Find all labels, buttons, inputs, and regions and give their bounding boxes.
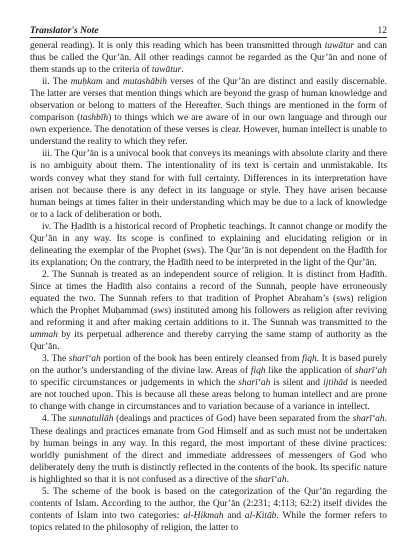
text-run: ) to things which we are aware of in our own language and through our own experience. The denotation of these verses is clear. However, human intellect is unable to understand the reality to which they refer. [30, 113, 387, 148]
text-run: . These dealings and practices emanate from God Himself and as such must not be undertaken by human beings in any way. In this regard, the most important of these divine practices: worldly punishment of the direct and immediate addressees of messengers of God who deliberately deny the truth is distinctly reflected in the contents of the book. Its specific nature is highlighted so that it is not confused as a directive of the [30, 414, 387, 485]
paragraph [30, 40, 387, 76]
italic-term: ijtihād [323, 378, 348, 389]
text-run: 5. The scheme of the book is based on the categorization of the Qur’ān regarding the contents of Islam. According to the author, the Qur’ān (2:231; 4:113; 62:2) itself divides the contents of Islam into two categories: [30, 486, 387, 521]
italic-term: mutashābih [122, 77, 167, 88]
paragraph [30, 353, 387, 413]
italic-term: sharī‘ah [238, 378, 271, 389]
text-run: . While the former refers to topics related to the philosophy of religion, the latter to [30, 510, 387, 533]
italic-term: tawātur [151, 65, 182, 76]
text-run: to specific circumstances or judgements in which the [30, 378, 239, 389]
italic-term: sharī‘ah [352, 414, 385, 425]
text-run: (dealings and practices of God) have been separated from the [113, 414, 353, 425]
text-run: portion of the book has been entirely cleansed from [100, 354, 302, 365]
running-header [30, 26, 387, 38]
italic-term: al-Kitāb [244, 510, 277, 521]
paragraph [30, 486, 387, 534]
text-run: ii. The [42, 77, 71, 88]
text-run: by its perpetual adherence and thereby carrying the same stamp of authority as the Qur’ān. [30, 330, 387, 353]
text-run: 3. The [42, 354, 69, 365]
text-run: and can thus be called the Qur’ān. All other readings cannot be regarded as the Qur’ān and none of them stands up to the criteria of [30, 41, 387, 76]
text-run: iv. The Ḥadīth is a historical record of Prophetic teachings. It cannot change or modify the Qur’ān in any way. Its scope is confined to explaining and elucidating religion or in delineating the exemplar of the Prophet (sws). The Qur’ān is not dependent on the Ḥadīth for its explanation; On the contrary, the Ḥadīth need to be interpreted in the light of the Qur’ān. [30, 221, 387, 268]
text-run: is silent and [270, 378, 324, 389]
text-run: verses of the Qur’ān are distinct and easily discernable. The latter are verses that mention things which are beyond the grasp of human knowledge and observation or belong to matters of the Hereafter. Such things are mentioned in the form of comparison ( [30, 77, 387, 124]
italic-term: al-Ḥikmah [183, 510, 224, 521]
italic-term: tawātur [324, 41, 355, 51]
paragraph [30, 413, 387, 485]
paragraph [30, 269, 387, 353]
document-page [30, 26, 387, 534]
italic-term: sharī‘ah [354, 366, 387, 377]
text-run: and [102, 77, 123, 88]
text-run: . [286, 474, 289, 485]
text-run: iii. The Qur’ān is a univocal book that conveys its meanings with absolute clarity and there is no ambiguity about them. The intentionality of its text is certain and unmistakable. Its words convey what they stand for with full certainty. Differences in its interpretation have arisen not because there is any defect in its language or style. They have arisen because human beings at times falter in their understanding which may be due to a lack of knowledge or to a lack of deliberation or both. [30, 149, 387, 220]
running-header-title: Translator's Note [30, 26, 99, 36]
italic-term: sunnatullāh [68, 414, 114, 425]
paragraph [30, 148, 387, 220]
text-run: like the application of [265, 366, 355, 377]
italic-term: fiqh [301, 354, 317, 365]
text-run: . [181, 65, 184, 76]
paragraph [30, 221, 387, 269]
body-text [30, 40, 387, 534]
paragraph [30, 76, 387, 148]
text-run: general reading). It is only this reading which has been transmitted through [30, 41, 325, 51]
italic-term: fiqh [250, 366, 266, 377]
text-run: and [223, 510, 245, 521]
text-run: . It is based purely on the author’s understanding of the divine law. Areas of [30, 354, 387, 377]
text-run: 2. The Sunnah is treated as an independent source of religion. It is distinct from Ḥadīth. Since at times the Ḥadīth also contains a record of the Sunnah, people have erroneously equated the two. The Sunnah refers to that tradition of Prophet Abraham’s (sws) religion which the Prophet Muḥammad (sws) instituted among his followers as religion after reviving and reforming it and after making certain additions to it. The Sunnah was transmitted to the [30, 269, 387, 329]
italic-term: tashbīh [80, 113, 109, 124]
italic-term: muḥkam [70, 77, 103, 88]
page-number: 12 [377, 26, 387, 36]
italic-term: ummah [30, 330, 58, 341]
italic-term: sharī‘ah [68, 354, 101, 365]
italic-term: sharī‘ah [254, 474, 287, 485]
text-run: is needed are not touched upon. This is because all these areas belong to human intellect and are prone to change with change in circumstances and to variation because of a variance in intellect. [30, 378, 387, 413]
text-run: 4. The [42, 414, 69, 425]
